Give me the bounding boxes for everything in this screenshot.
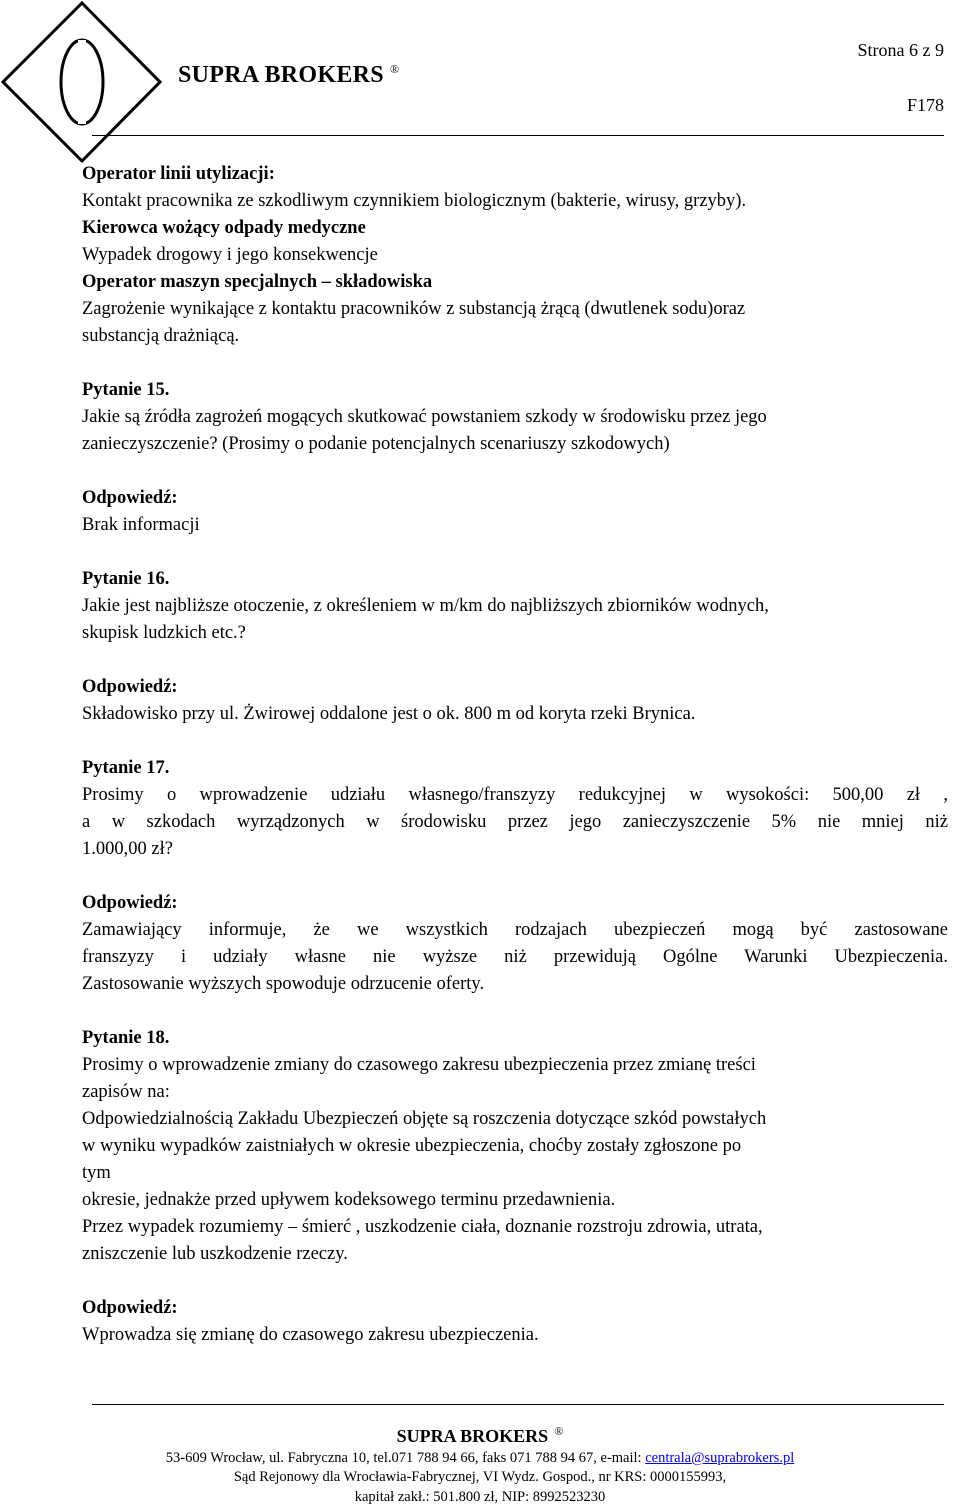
answer-line: Wprowadza się zmianę do czasowego zakresu ubezpieczenia.: [82, 1325, 539, 1345]
question-line: Przez wypadek rozumiemy – śmierć , uszkodzenie ciała, doznanie rozstroju zdrowia, utrata,: [82, 1217, 763, 1237]
section-heading: Operator maszyn specjalnych – składowiska: [82, 272, 433, 292]
answer-line: Zamawiający informuje, że we wszystkich rodzajach ubezpieczeń mogą być zastosowane: [82, 920, 948, 940]
registered-mark: ®: [554, 1424, 564, 1438]
company-logo-icon: [0, 0, 175, 175]
footer-brand: SUPRA BROKERS ®: [396, 1424, 564, 1446]
question-line: skupisk ludzkich etc.?: [82, 623, 246, 643]
answer-label: Odpowiedź:: [82, 1298, 178, 1318]
question-title: Pytanie 16.: [82, 569, 170, 589]
document-code: F178: [906, 95, 944, 115]
question-line: Jakie są źródła zagrożeń mogących skutkować powstaniem szkody w środowisku przez jego: [82, 407, 767, 427]
body-line: Zagrożenie wynikające z kontaktu pracowników z substancją żrącą (dwutlenek sodu)oraz: [82, 299, 746, 319]
answer-line: Składowisko przy ul. Żwirowej oddalone jest o ok. 800 m od koryta rzeki Brynica.: [82, 704, 696, 724]
footer-court: Sąd Rejonowy dla Wrocławia-Fabrycznej, VI Wydz. Gospod., nr KRS: 0000155993,: [233, 1469, 727, 1485]
answer-line: franszyzy i udziały własne nie wyższe niż przewidują Ogólne Warunki Ubezpieczenia.: [82, 947, 948, 967]
answer-line: Brak informacji: [82, 515, 200, 535]
answer-label: Odpowiedź:: [82, 893, 178, 913]
email-link[interactable]: centrala@suprabrokers.pl: [645, 1450, 795, 1466]
body-line: substancją drażniącą.: [82, 326, 240, 346]
body-line: Kontakt pracownika ze szkodliwym czynnikiem biologicznym (bakterie, wirusy, grzyby).: [82, 191, 747, 211]
question-title: Pytanie 18.: [82, 1028, 170, 1048]
page-number: Strona 6 z 9: [857, 40, 944, 60]
answer-line: Zastosowanie wyższych spowoduje odrzucenie oferty.: [82, 974, 485, 994]
question-line: tym: [82, 1163, 111, 1183]
question-line: zanieczyszczenie? (Prosimy o podanie potencjalnych scenariuszy szkodowych): [82, 434, 670, 454]
question-line: zapisów na:: [82, 1082, 170, 1102]
footer-capital: kapitał zakł.: 501.800 zł, NIP: 8992523230: [354, 1489, 606, 1505]
answer-label: Odpowiedź:: [82, 488, 178, 508]
question-line: 1.000,00 zł?: [82, 839, 173, 859]
question-line: Odpowiedzialnością Zakładu Ubezpieczeń objęte są roszczenia dotyczące szkód powstałych: [82, 1109, 767, 1129]
question-line: Jakie jest najbliższe otoczenie, z określeniem w m/km do najbliższych zbiorników wodnych,: [82, 596, 769, 616]
body-line: Wypadek drogowy i jego konsekwencje: [82, 245, 378, 265]
footer-address: 53-609 Wrocław, ul. Fabryczna 10, tel.071 788 94 66, faks 071 788 94 67, e-mail: centrala@suprabrokers.pl: [165, 1450, 795, 1466]
registered-mark: ®: [389, 62, 400, 76]
footer-divider: [92, 1404, 944, 1405]
section-heading: Operator linii utylizacji:: [82, 164, 275, 184]
brand-name: SUPRA BROKERS ®: [178, 62, 400, 88]
question-line: Prosimy o wprowadzenie udziału własnego/franszyzy redukcyjnej w wysokości: 500,00 zł ,: [82, 785, 948, 805]
document-body: [82, 161, 948, 1349]
answer-label: Odpowiedź:: [82, 677, 178, 697]
question-line: zniszczenie lub uszkodzenie rzeczy.: [82, 1244, 348, 1264]
question-title: Pytanie 15.: [82, 380, 170, 400]
question-title: Pytanie 17.: [82, 758, 170, 778]
section-heading: Kierowca wożący odpady medyczne: [82, 218, 366, 238]
question-line: a w szkodach wyrządzonych w środowisku przez jego zanieczyszczenie 5% nie mniej niż: [82, 812, 948, 832]
question-line: w wyniku wypadków zaistniałych w okresie ubezpieczenia, choćby zostały zgłoszone po: [82, 1136, 742, 1156]
question-line: Prosimy o wprowadzenie zmiany do czasowego zakresu ubezpieczenia przez zmianę treści: [82, 1055, 756, 1075]
question-line: okresie, jednakże przed upływem kodeksowego terminu przedawnienia.: [82, 1190, 616, 1210]
header-divider: [92, 135, 944, 136]
